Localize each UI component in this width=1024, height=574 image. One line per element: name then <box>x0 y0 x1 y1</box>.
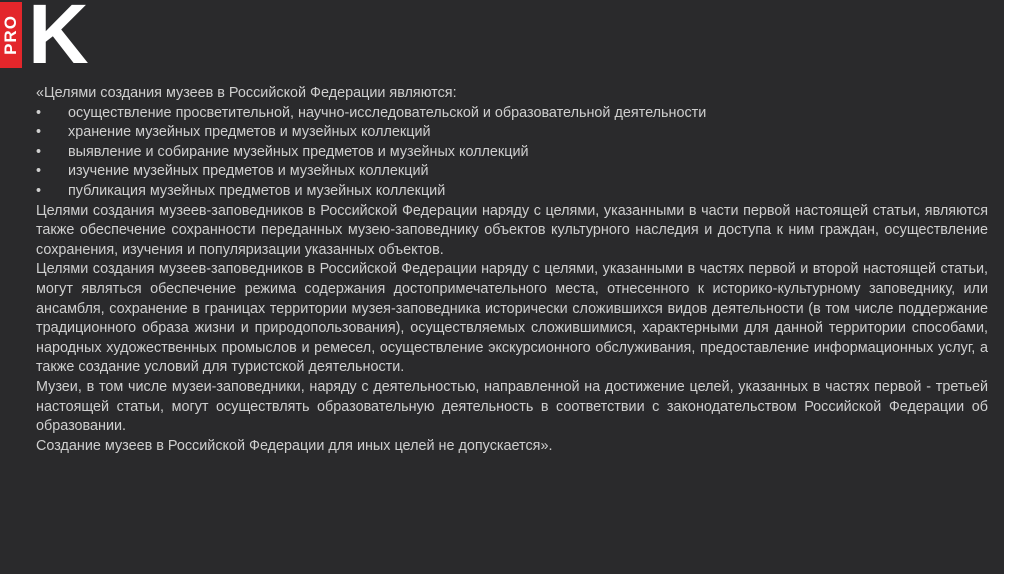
bullet-marker: • <box>36 182 42 199</box>
paragraph-reserve-goals: Целями создания музеев-заповедников в Российской Федерации наряду с целями, указанными в частях первой и второй настоящей статьи, могут являться обеспечение режима содержания достопримечательного места, отнесенного к историко-культурному заповеднику, или ансамбля, сохранение в границах территории музея-заповедника исторически сложившихся видов деятельности (в том числе поддержание традиционного образа жизни и природопользования), осуществляемых сложившимися, характерными для данной территории способами, народных художественных промыслов и ремесел, осуществление экскурсионного обслуживания, предоставление информационных услуг, а также создание условий для туристской деятельности. <box>36 261 988 376</box>
intro-text: «Целями создания музеев в Российской Федерации являются: <box>36 85 457 101</box>
slide-content <box>36 84 988 456</box>
logo-pro-text: PRO <box>1 15 20 55</box>
logo-pro-badge <box>0 2 22 68</box>
list-item <box>36 123 988 143</box>
bullet-marker: • <box>36 124 42 141</box>
paragraph-museum-reserves: Целями создания музеев-заповедников в Российской Федерации наряду с целями, указанными в части первой настоящей статьи, являются также обеспечение сохранности переданных музею-заповеднику объектов культурного наследия и доступа к ним граждан, осуществление сохранения, изучения и популяризации указанных объектов. <box>36 202 988 258</box>
list-item-text: изучение музейных предметов и музейных коллекций <box>68 163 429 180</box>
bullet-marker: • <box>36 143 42 160</box>
list-item <box>36 162 988 182</box>
list-item-text: осуществление просветительной, научно-исследовательской и образовательной деятельности <box>68 104 707 121</box>
list-item <box>36 182 988 202</box>
right-margin-strip <box>1004 0 1024 574</box>
list-item-text: публикация музейных предметов и музейных коллекций <box>68 182 446 199</box>
prok-logo <box>0 0 89 81</box>
bullet-marker: • <box>36 163 42 180</box>
paragraph-educational-activity: Музеи, в том числе музеи-заповедники, наряду с деятельностью, направленной на достижение целей, указанных в частях первой - третьей настоящей статьи, могут осуществлять образовательную деятельность в соответствии с законодательством Российской Федерации об образовании. <box>36 378 988 435</box>
bullet-marker: • <box>36 104 42 121</box>
list-item <box>36 143 988 163</box>
list-item-text: выявление и собирание музейных предметов и музейных коллекций <box>68 143 529 160</box>
logo-k-letter: K <box>28 0 89 81</box>
list-item-text: хранение музейных предметов и музейных коллекций <box>68 124 431 141</box>
list-item <box>36 104 988 124</box>
paragraph-closing: Создание музеев в Российской Федерации для иных целей не допускается». <box>36 437 553 454</box>
goals-list <box>36 104 988 202</box>
